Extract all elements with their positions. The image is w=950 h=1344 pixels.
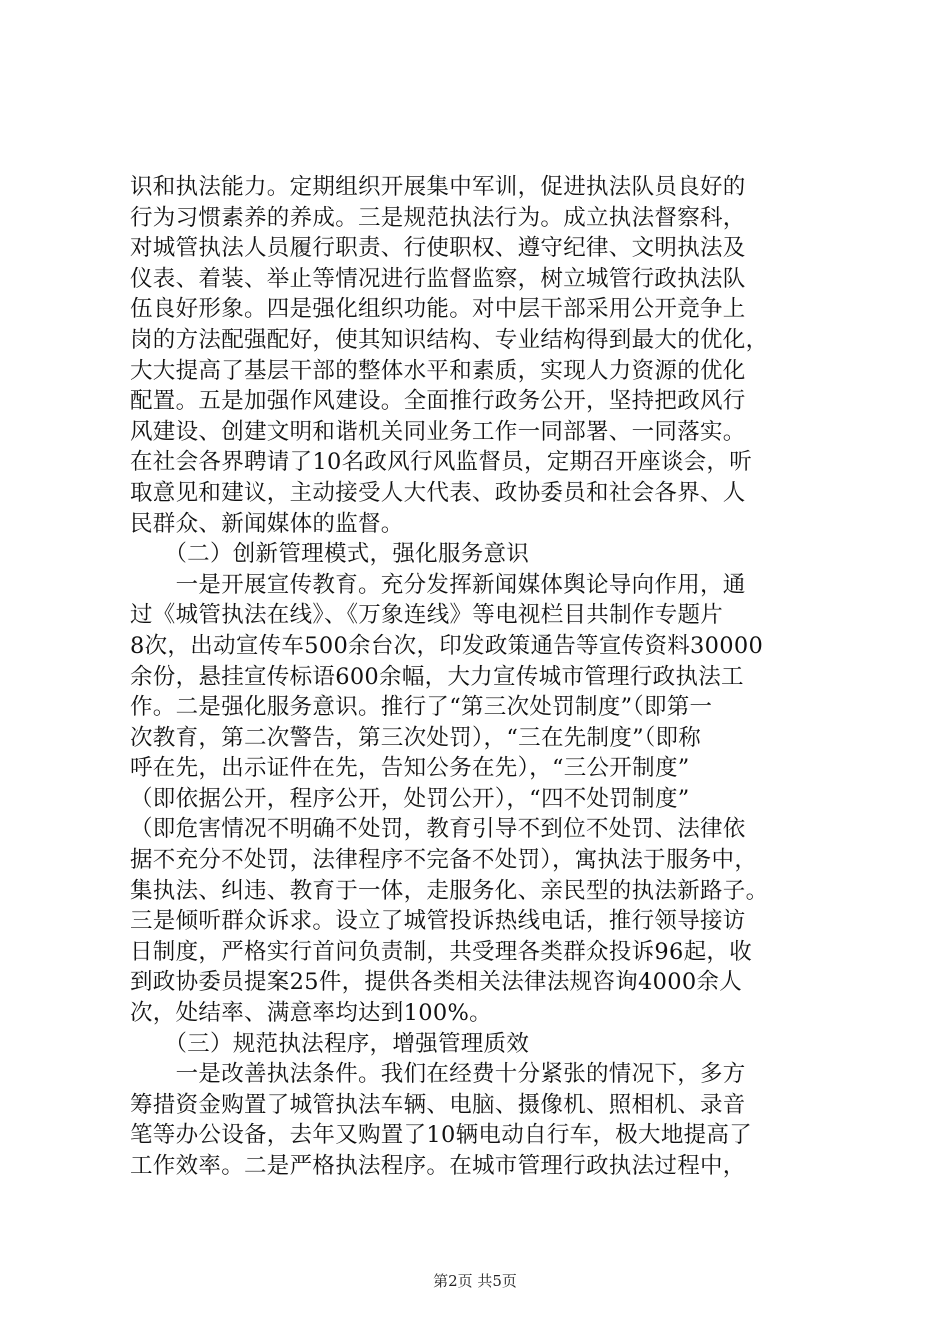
text-line: 伍良好形象。四是强化组织功能。对中层干部采用公开竞争上 bbox=[130, 296, 746, 323]
text-line: 呼在先，出示证件在先，告知公务在先），“三公开制度” bbox=[130, 755, 690, 782]
text-line: 据不充分不处罚，法律程序不完备不处罚），寓执法于服务中， bbox=[130, 847, 758, 874]
text-line: 过《城管执法在线》、《万象连线》等电视栏目共制作专题片 bbox=[130, 602, 724, 629]
text-line: 岗的方法配强配好，使其知识结构、专业结构得到最大的优化， bbox=[130, 326, 769, 353]
text-line: 作。二是强化服务意识。推行了“第三次处罚制度”（即第一 bbox=[130, 694, 713, 721]
text-line: 余份，悬挂宣传标语600余幅，大力宣传城市管理行政执法工 bbox=[130, 663, 744, 690]
text-line: （二）创新管理模式，强化服务意识 bbox=[130, 541, 530, 568]
text-line: 仪表、着装、举止等情况进行监督监察，树立城管行政执法队 bbox=[130, 265, 746, 292]
text-line: 对城管执法人员履行职责、行使职权、遵守纪律、文明执法及 bbox=[130, 235, 746, 262]
text-line: 在社会各界聘请了10名政风行风监督员，定期召开座谈会，听 bbox=[130, 449, 753, 476]
text-line: 日制度，严格实行首问负责制，共受理各类群众投诉96起，收 bbox=[130, 938, 753, 965]
text-line: 次教育，第二次警告，第三次处罚），“三在先制度”（即称 bbox=[130, 724, 702, 751]
text-line: 行为习惯素养的养成。三是规范执法行为。成立执法督察科， bbox=[130, 204, 746, 231]
text-line: 8次，出动宣传车500余台次，印发政策通告等宣传资料30000 bbox=[130, 632, 764, 659]
text-line: 配置。五是加强作风建设。全面推行政务公开，坚持把政风行 bbox=[130, 388, 746, 415]
body-text bbox=[130, 172, 830, 1182]
text-line: 一是开展宣传教育。充分发挥新闻媒体舆论导向作用，通 bbox=[130, 571, 746, 598]
text-line: 识和执法能力。定期组织开展集中军训，促进执法队员良好的 bbox=[130, 174, 746, 200]
text-line: 一是改善执法条件。我们在经费十分紧张的情况下，多方 bbox=[130, 1061, 746, 1088]
text-line: 大大提高了基层干部的整体水平和素质，实现人力资源的优化 bbox=[130, 357, 746, 384]
text-line: （三）规范执法程序，增强管理质效 bbox=[130, 1030, 530, 1057]
text-line: 筹措资金购置了城管执法车辆、电脑、摄像机、照相机、录音 bbox=[130, 1091, 746, 1118]
text-line: （即依据公开，程序公开，处罚公开），“四不处罚制度” bbox=[130, 785, 690, 812]
text-line: 民群众、新闻媒体的监督。 bbox=[130, 510, 404, 537]
text-line: 笔等办公设备，去年又购置了10辆电动自行车，极大地提高了 bbox=[130, 1122, 753, 1149]
text-line: 风建设、创建文明和谐机关同业务工作一同部署、一同落实。 bbox=[130, 418, 746, 445]
text-line: 工作效率。二是严格执法程序。在城市管理行政执法过程中， bbox=[130, 1153, 746, 1179]
text-line: 集执法、纠违、教育于一体，走服务化、亲民型的执法新路子。 bbox=[130, 877, 769, 904]
text-line: 三是倾听群众诉求。设立了城管投诉热线电话，推行领导接访 bbox=[130, 908, 746, 935]
text-line: 取意见和建议，主动接受人大代表、政协委员和社会各界、人 bbox=[130, 479, 746, 506]
text-line: 次，处结率、满意率均达到100%。 bbox=[130, 1000, 492, 1027]
text-line: 到政协委员提案25件，提供各类相关法律法规咨询4000余人 bbox=[130, 969, 743, 996]
text-line: （即危害情况不明确不处罚，教育引导不到位不处罚、法律依 bbox=[130, 816, 746, 843]
page-footer: 第2页 共5页 bbox=[433, 1272, 517, 1290]
